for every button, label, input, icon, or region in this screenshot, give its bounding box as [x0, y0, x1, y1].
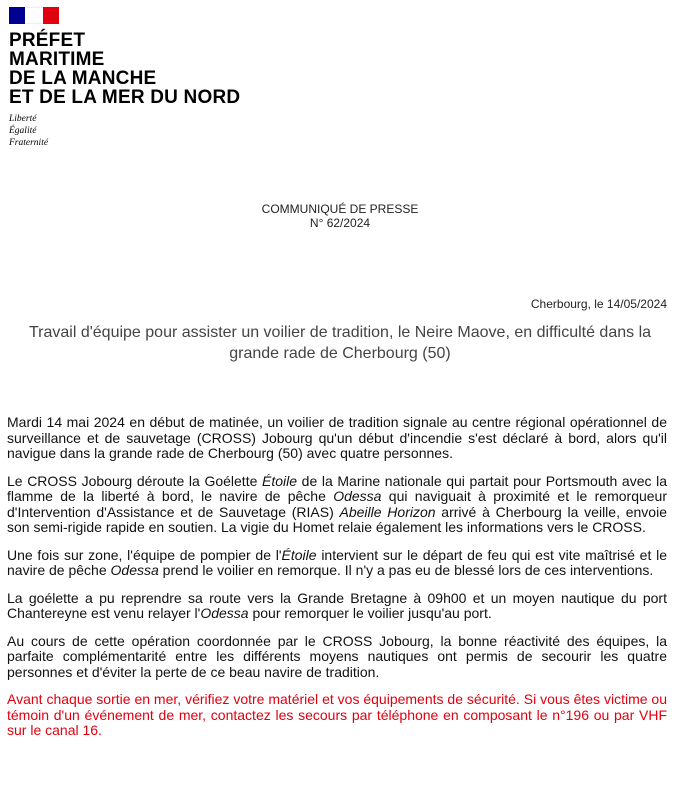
paragraph-2 [7, 474, 667, 536]
flag-white-band [25, 7, 43, 24]
dateline: Cherbourg, le 14/05/2024 [530, 297, 667, 311]
paragraph-4 [7, 591, 667, 622]
safety-warning: Avant chaque sortie en mer, vérifiez votre matériel et vos équipements de sécurité. Si vous êtes victime ou témoin d'un événement de mer, contactez les secours par téléphone en composant le n°196 ou par VHF sur le canal 16. [7, 691, 667, 738]
title-line-1: PRÉFET [9, 30, 86, 51]
press-release-label: COMMUNIQUÉ DE PRESSE [261, 202, 419, 216]
p3-ship-odessa: Odessa [110, 562, 159, 578]
prefet-title [9, 31, 240, 107]
paragraph-3 [7, 548, 667, 579]
flag-blue-band [9, 7, 25, 24]
p2-text-a: Le CROSS Jobourg déroute la Goélette [7, 472, 262, 489]
p2-text-c: de la Marine nationale qui partait pour Portsmouth avec la flamme de la liberté à bord, le navire de pêche [7, 472, 668, 504]
p4-text-c: pour remorquer le voilier jusqu'au port. [248, 605, 492, 621]
french-flag-logo [9, 7, 59, 24]
motto-liberte: Liberté [9, 114, 37, 124]
p2-ship-abeille: Abeille Horizon [339, 503, 436, 520]
p2-ship-odessa: Odessa [333, 488, 382, 504]
p3-text-a: Une fois sur zone, l'équipe de pompier de l' [7, 546, 282, 563]
p2-text-e: qui naviguait à proximité et le remorqueur d'Intervention d'Assistance et de Sauvetage (RIAS) [7, 488, 667, 520]
press-release-heading [0, 202, 680, 230]
republic-motto [9, 113, 48, 149]
p3-text-c: intervient sur le départ de feu qui est vite maîtrisé et le navire de pêche [7, 546, 667, 578]
title-line-4: ET DE LA MER DU NORD [9, 87, 241, 108]
press-release-number: N° 62/2024 [309, 216, 371, 230]
p2-ship-etoile: Étoile [262, 472, 298, 489]
title-line-3: DE LA MANCHE [9, 68, 157, 89]
article-body [7, 415, 667, 751]
headline: Travail d'équipe pour assister un voilier de tradition, le Neire Maove, en difficulté dans la grande rade de Cherbourg (50) [28, 324, 652, 362]
motto-egalite: Égalité [9, 126, 37, 136]
motto-fraternite: Fraternité [9, 138, 49, 148]
paragraph-5: Au cours de cette opération coordonnée par le CROSS Jobourg, la bonne réactivité des équipes, la parfaite complémentarité entre les différents moyens nautiques ont permis de secourir les quatre personnes et d'éviter la perte de ce beau navire de tradition. [7, 632, 667, 680]
p2-text-g: arrivé à Cherbourg la veille, envoie son semi-rigide rapide en soutien. La vigie du Homet relaie également les informations vers le CROSS. [7, 503, 667, 535]
p3-text-e: prend le voilier en remorque. Il n'y a pas eu de blessé lors de ces interventions. [158, 562, 654, 578]
flag-red-band [43, 7, 59, 24]
title-line-2: MARITIME [9, 49, 105, 70]
paragraph-1: Mardi 14 mai 2024 en début de matinée, un voilier de tradition signale au centre régional opérationnel de surveillance et de sauvetage (CROSS) Jobourg qu'un début d'incendie s'est déclaré à bord, alors qu'il navigue dans la grande rade de Cherbourg (50) avec quatre personnes. [7, 414, 667, 461]
p3-ship-etoile: Étoile [281, 546, 317, 563]
p4-text-a: La goélette a pu reprendre sa route vers la Grande Bretagne à 09h00 et un moyen nautique du port Chantereyne est venu relayer l' [7, 589, 667, 621]
p4-ship-odessa: Odessa [200, 605, 249, 621]
